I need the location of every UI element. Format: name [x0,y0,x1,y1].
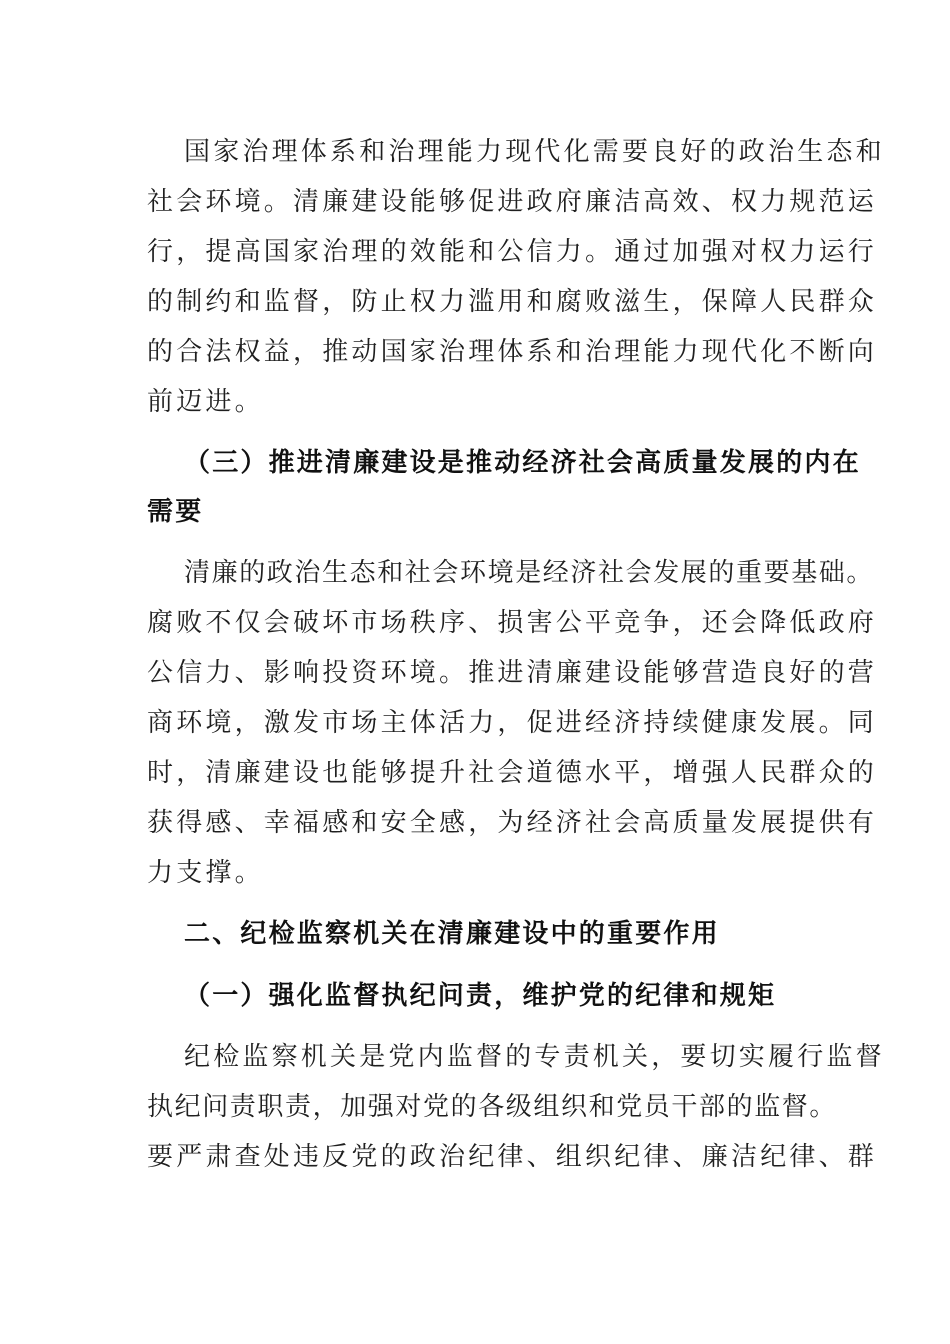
paragraph-2-line-4: 商环境，激发市场主体活力，促进经济持续健康发展。同 [147,708,878,738]
paragraph-1-line-2: 社会环境。清廉建设能够促进政府廉洁高效、权力规范运 [147,187,878,217]
paragraph-2-line-3: 公信力、影响投资环境。推进清廉建设能够营造良好的营 [147,658,878,688]
paragraph-2-line-1: 清廉的政治生态和社会环境是经济社会发展的重要基础。 [184,558,875,588]
paragraph-1-line-3: 行，提高国家治理的效能和公信力。通过加强对权力运行 [147,237,878,267]
paragraph-2-line-2: 腐败不仅会破坏市场秩序、损害公平竞争，还会降低政府 [147,608,878,638]
paragraph-1-line-1: 国家治理体系和治理能力现代化需要良好的政治生态和 [184,137,885,167]
heading-3-line-1: （三）推进清廉建设是推动经济社会高质量发展的内在 [184,448,861,478]
subsection-1-title: （一）强化监督执纪问责，维护党的纪律和规矩 [184,981,777,1011]
paragraph-1-line-6: 前迈进。 [147,387,264,417]
paragraph-3-line-1: 纪检监察机关是党内监督的专责机关，要切实履行监督 [184,1042,885,1072]
paragraph-2-line-7: 力支撑。 [147,858,264,888]
paragraph-2-line-5: 时，清廉建设也能够提升社会道德水平，增强人民群众的 [147,758,878,788]
heading-3-line-2: 需要 [147,497,204,527]
paragraph-1-line-4: 的制约和监督，防止权力滥用和腐败滋生，保障人民群众 [147,287,878,317]
paragraph-3-line-3: 要严肃查处违反党的政治纪律、组织纪律、廉洁纪律、群 [147,1142,878,1172]
paragraph-2-line-6: 获得感、幸福感和安全感，为经济社会高质量发展提供有 [147,808,878,838]
paragraph-1-line-5: 的合法权益，推动国家治理体系和治理能力现代化不断向 [147,337,878,367]
section-2-title: 二、纪检监察机关在清廉建设中的重要作用 [184,919,720,949]
paragraph-3-line-2: 执纪问责职责，加强对党的各级组织和党员干部的监督。 [147,1092,838,1122]
